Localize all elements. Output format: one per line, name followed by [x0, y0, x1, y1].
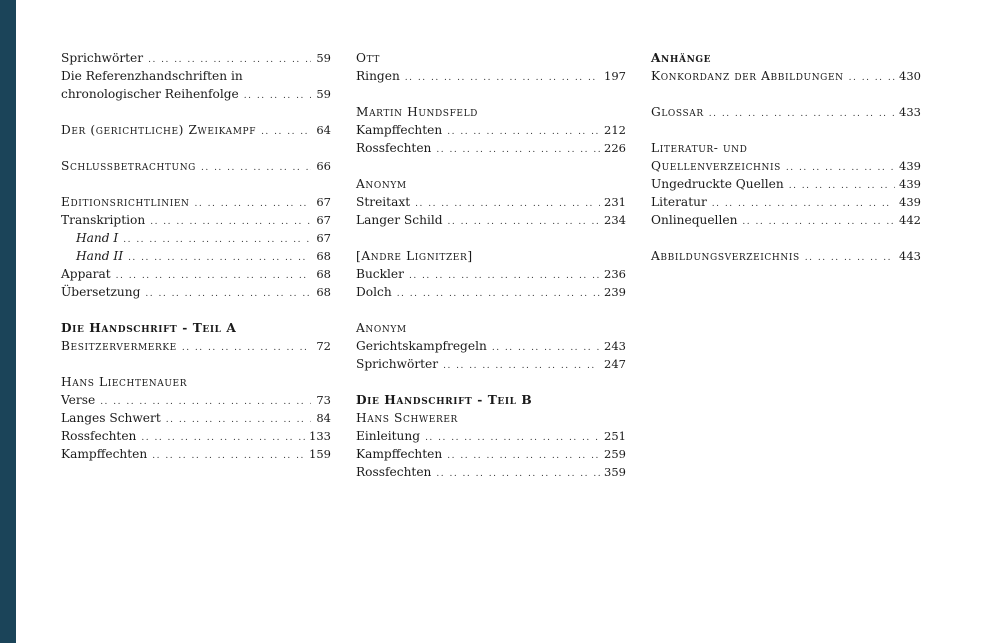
toc-section-heading: Anhänge: [651, 51, 712, 65]
toc-entry-label: Konkordanz der Abbildungen: [651, 69, 844, 83]
toc-leader-dots: [415, 195, 600, 213]
toc-entry[interactable]: [61, 193, 331, 211]
toc-entry[interactable]: [356, 193, 626, 211]
toc-entry[interactable]: [356, 265, 626, 283]
toc-page-number: 67: [316, 213, 331, 227]
toc-leader-dots: [443, 357, 600, 375]
toc-leader-dots: [141, 429, 305, 447]
toc-entry[interactable]: [356, 283, 626, 301]
toc-entry-label: Abbildungsverzeichnis: [651, 249, 800, 263]
toc-entry[interactable]: [651, 211, 921, 229]
toc-page-number: 59: [316, 87, 331, 101]
toc-section-heading: Die Handschrift - Teil A: [61, 321, 237, 335]
toc-entry-label: Hand I: [76, 231, 119, 245]
toc-entry[interactable]: [61, 391, 331, 409]
toc-leader-dots: [805, 249, 895, 267]
toc-entry-label: Onlinequellen: [651, 213, 738, 227]
toc-entry[interactable]: [356, 445, 626, 463]
toc-page-number: 247: [604, 357, 626, 371]
toc-leader-dots: [447, 123, 600, 141]
toc-entry-label: Hand II: [76, 249, 124, 263]
toc-column-1: [61, 49, 331, 463]
toc-entry[interactable]: [651, 103, 921, 121]
toc-leader-dots: [409, 267, 600, 285]
toc-entry-label: Buckler: [356, 267, 404, 281]
toc-page-number: 64: [316, 123, 331, 137]
toc-section-heading: Ott: [356, 51, 380, 65]
toc-leader-dots: [244, 87, 311, 105]
toc-entry[interactable]: [356, 211, 626, 229]
toc-page-number: 231: [604, 195, 626, 209]
toc-page-number: 68: [316, 249, 331, 263]
toc-entry[interactable]: [61, 229, 331, 247]
toc-leader-dots: [166, 411, 311, 429]
toc-page-number: 359: [604, 465, 626, 479]
toc-column-2: [356, 49, 626, 481]
toc-spacer: [651, 121, 921, 139]
toc-entry-label: Einleitung: [356, 429, 421, 443]
toc-entry-label: Apparat: [61, 267, 111, 281]
toc-page-number: 67: [316, 195, 331, 209]
toc-entry[interactable]: [61, 157, 331, 175]
toc-page-number: 433: [899, 105, 921, 119]
toc-entry[interactable]: [651, 157, 921, 175]
toc-leader-dots: [152, 447, 305, 465]
toc-page-number: 66: [316, 159, 331, 173]
toc-entry-label: Kampffechten: [356, 123, 443, 137]
toc-entry-label: Besitzervermerke: [61, 339, 177, 353]
toc-page-number: 226: [604, 141, 626, 155]
toc-entry[interactable]: [651, 67, 921, 85]
toc-entry-label: Schlussbetrachtung: [61, 159, 196, 173]
toc-entry-label: Rossfechten: [356, 141, 432, 155]
toc-section-heading: Anonym: [356, 177, 407, 191]
toc-page-number: 212: [604, 123, 626, 137]
toc-entry-label: Verse: [61, 393, 96, 407]
toc-page-number: 251: [604, 429, 626, 443]
toc-page-number: 68: [316, 267, 331, 281]
toc-spacer: [356, 301, 626, 319]
toc-leader-dots: [201, 159, 311, 177]
toc-entry-label: Sprichwörter: [356, 357, 439, 371]
toc-leader-dots: [145, 285, 311, 303]
toc-spacer: [356, 85, 626, 103]
toc-leader-dots: [261, 123, 311, 141]
toc-page-number: 73: [316, 393, 331, 407]
toc-entry-label: Langes Schwert: [61, 411, 161, 425]
toc-page-number: 72: [316, 339, 331, 353]
toc-page-number: 259: [604, 447, 626, 461]
toc-spacer: [61, 175, 331, 193]
toc-leader-dots: [448, 213, 601, 231]
toc-page-number: 84: [316, 411, 331, 425]
toc-page-number: 133: [309, 429, 331, 443]
toc-spacer: [651, 229, 921, 247]
toc-page-number: 67: [316, 231, 331, 245]
toc-page-number: 430: [899, 69, 921, 83]
toc-page-number: 439: [899, 195, 921, 209]
toc-page-number: 197: [604, 69, 626, 83]
toc-page-number: 68: [316, 285, 331, 299]
toc-leader-dots: [150, 213, 311, 231]
toc-leader-dots: [123, 231, 311, 249]
toc-leader-dots: [789, 177, 895, 195]
toc-entry[interactable]: [356, 121, 626, 139]
toc-entry[interactable]: [61, 445, 331, 463]
toc-entry[interactable]: [356, 337, 626, 355]
toc-entry-label: Langer Schild: [356, 213, 443, 227]
toc-entry-label: Streitaxt: [356, 195, 411, 209]
toc-leader-dots: [492, 339, 600, 357]
toc-page-number: 442: [899, 213, 921, 227]
toc-entry[interactable]: [651, 247, 921, 265]
toc-leader-dots: [447, 447, 600, 465]
toc-section-heading: Hans Schwerer: [356, 411, 458, 425]
toc-page-number: 443: [899, 249, 921, 263]
toc-section-heading: Martin Hundsfeld: [356, 105, 478, 119]
book-spine-edge: [0, 0, 16, 643]
toc-entry-label: Übersetzung: [61, 285, 141, 299]
toc-spacer: [61, 103, 331, 121]
toc-entry[interactable]: [61, 247, 331, 265]
toc-entry-label: Ungedruckte Quellen: [651, 177, 784, 191]
toc-entry[interactable]: [61, 211, 331, 229]
toc-leader-dots: [709, 105, 895, 123]
toc-entry[interactable]: [356, 139, 626, 157]
toc-spacer: [61, 301, 331, 319]
toc-spacer: [61, 139, 331, 157]
toc-entry-label: chronologischer Reihenfolge: [61, 87, 239, 101]
toc-page-number: 236: [604, 267, 626, 281]
toc-entry[interactable]: [356, 463, 626, 481]
toc-entry-label: Literatur: [651, 195, 707, 209]
toc-entry[interactable]: [651, 175, 921, 193]
toc-entry-label: Glossar: [651, 105, 704, 119]
toc-leader-dots: [849, 69, 895, 87]
toc-entry[interactable]: [356, 427, 626, 445]
toc-section-heading: Hans Liechtenauer: [61, 375, 188, 389]
toc-entry[interactable]: [61, 337, 331, 355]
toc-leader-dots: [195, 195, 311, 213]
toc-leader-dots: [425, 429, 600, 447]
toc-entry-label: Gerichtskampfregeln: [356, 339, 487, 353]
toc-leader-dots: [742, 213, 895, 231]
toc-spacer: [356, 373, 626, 391]
toc-page-number: 243: [604, 339, 626, 353]
toc-entry[interactable]: [61, 265, 331, 283]
toc-spacer: [651, 85, 921, 103]
toc-leader-dots: [436, 465, 600, 483]
toc-section-heading: Die Handschrift - Teil B: [356, 393, 533, 407]
toc-page-number: 159: [309, 447, 331, 461]
toc-entry[interactable]: [651, 193, 921, 211]
toc-entry-label: Ringen: [356, 69, 400, 83]
toc-spacer: [356, 229, 626, 247]
toc-entry[interactable]: [61, 85, 331, 103]
toc-entry[interactable]: [61, 49, 331, 67]
toc-entry-label: Quellenverzeichnis: [651, 159, 781, 173]
toc-page-number: 439: [899, 177, 921, 191]
toc-entry-label: Dolch: [356, 285, 392, 299]
toc-entry[interactable]: [356, 67, 626, 85]
toc-spacer: [356, 157, 626, 175]
toc-column-3: [651, 49, 921, 265]
toc-entry[interactable]: [356, 355, 626, 373]
toc-entry-label: Sprichwörter: [61, 51, 144, 65]
toc-entry-label: Editionsrichtlinien: [61, 195, 190, 209]
toc-section-heading: [Andre Lignitzer]: [356, 249, 473, 263]
toc-entry-label: Rossfechten: [61, 429, 137, 443]
toc-leader-dots: [786, 159, 895, 177]
toc-entry[interactable]: [61, 427, 331, 445]
toc-leader-dots: [397, 285, 600, 303]
toc-entry[interactable]: [61, 409, 331, 427]
toc-leader-dots: [405, 69, 600, 87]
toc-leader-dots: [116, 267, 311, 285]
toc-entry-label: Der (gerichtliche) Zweikampf: [61, 123, 257, 137]
toc-entry[interactable]: [61, 283, 331, 301]
toc-page-number: 439: [899, 159, 921, 173]
toc-leader-dots: [128, 249, 311, 267]
toc-entry-text: Die Referenzhandschriften in: [61, 69, 243, 83]
toc-page-number: 59: [316, 51, 331, 65]
toc-leader-dots: [712, 195, 895, 213]
toc-page-number: 234: [604, 213, 626, 227]
toc-leader-dots: [436, 141, 600, 159]
toc-entry[interactable]: [61, 121, 331, 139]
toc-section-heading: Literatur- und: [651, 141, 748, 155]
toc-leader-dots: [182, 339, 311, 357]
toc-spacer: [61, 355, 331, 373]
toc-entry-label: Kampffechten: [356, 447, 443, 461]
toc-entry-label: Kampffechten: [61, 447, 148, 461]
toc-entry-label: Rossfechten: [356, 465, 432, 479]
toc-page-number: 239: [604, 285, 626, 299]
toc-entry-label: Transkription: [61, 213, 146, 227]
toc-section-heading: Anonym: [356, 321, 407, 335]
